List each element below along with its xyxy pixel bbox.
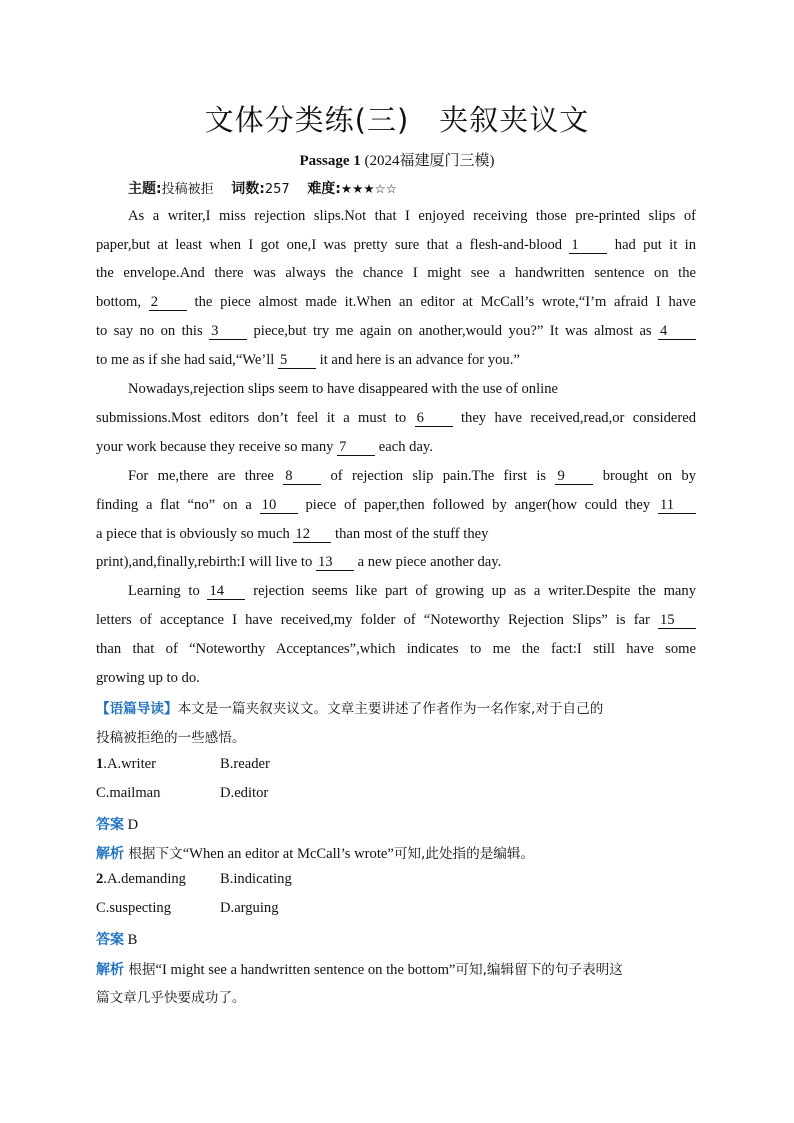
guide-label: 【语篇导读】 <box>96 701 178 717</box>
guide-text-2: 投稿被拒绝的一些感悟。 <box>96 730 246 746</box>
passage-line-1: As a writer,I miss rejection slips.Not that I enjoyed receiving those pre-printed slips of <box>128 208 696 224</box>
blank-6: 6 <box>415 411 453 427</box>
blank-2: 2 <box>149 295 187 311</box>
passage-line-13: print),and,finally,rebirth:I will live to 13 a new piece another day. <box>96 554 502 570</box>
difficulty-stars: ★★★☆☆ <box>340 181 397 196</box>
passage-line-16: than that of “Noteworthy Acceptances”,which indicates to me the fact:I still have some <box>96 641 696 657</box>
reading-guide-cont <box>96 726 246 746</box>
q2-option-a: 2.A.demanding <box>96 871 186 887</box>
passage-line-15: letters of acceptance I have received,my folder of “Noteworthy Rejection Slips” is far 15 <box>96 612 696 629</box>
q2-explanation-cont: 篇文章几乎快要成功了。 <box>96 990 246 1006</box>
blank-10: 10 <box>260 498 298 514</box>
passage-line-2: paper,but at least when I got one,I was pretty sure that a flesh-and-blood 1 had put it in <box>96 237 696 253</box>
blank-5: 5 <box>278 353 316 369</box>
blank-9: 9 <box>555 469 593 485</box>
blank-14: 14 <box>207 584 245 600</box>
passage-source: (2024福建厦门三模) <box>360 153 495 169</box>
passage-line-12: a piece that is obviously so much 12 than most of the stuff they <box>96 526 489 542</box>
topic-value: 投稿被拒 <box>161 182 214 197</box>
q1-option-a: 1.A.writer <box>96 756 156 772</box>
blank-8: 8 <box>283 469 321 485</box>
q2-option-c: C.suspecting <box>96 900 171 916</box>
topic-label: 主题: <box>128 181 162 197</box>
blank-15: 15 <box>658 613 696 629</box>
page-title: 文体分类练(三) 夹叙夹议文 <box>204 103 590 137</box>
passage-name: Passage 1 <box>299 153 361 169</box>
difficulty-label: 难度: <box>307 181 341 197</box>
q1-option-b: B.reader <box>220 756 270 772</box>
q2-option-d: D.arguing <box>220 900 279 916</box>
passage-line-10: For me,there are three 8 of rejection slip pain.The first is 9 brought on by <box>128 468 696 484</box>
passage-line-7: Nowadays,rejection slips seem to have disappeared with the use of online <box>128 381 558 397</box>
passage-line-17: growing up to do. <box>96 670 200 686</box>
passage-line-3: the envelope.And there was always the chance I might see a handwritten sentence on the <box>96 265 696 281</box>
passage-line-8: submissions.Most editors don’t feel it a must to 6 they have received,read,or considered <box>96 410 696 426</box>
blank-12: 12 <box>293 527 331 543</box>
passage-line-6: to me as if she had said,“We’ll 5 it and here is an advance for you.” <box>96 352 520 368</box>
words-label: 词数: <box>231 181 265 197</box>
passage-line-9: your work because they receive so many 7 each day. <box>96 439 433 455</box>
q2-answer: 答案 B <box>96 932 138 948</box>
q1-explanation: 解析 根据下文“When an editor at McCall’s wrote”可知,此处指的是编辑。 <box>96 846 535 862</box>
passage-line-11: finding a flat “no” on a 10 piece of paper,then followed by anger(how could they 11 <box>96 497 696 514</box>
q2-explanation: 解析 根据“I might see a handwritten sentence on the bottom”可知,编辑留下的句子表明这 <box>96 962 623 978</box>
passage-heading <box>0 149 794 170</box>
passage-line-14: Learning to 14 rejection seems like part of growing up as a writer.Despite the many <box>128 583 696 599</box>
blank-11: 11 <box>658 498 696 514</box>
blank-7: 7 <box>337 440 375 456</box>
blank-3: 3 <box>209 324 247 340</box>
passage-line-5: to say no on this 3 piece,but try me again on another,would you?” It was almost as 4 <box>96 323 696 340</box>
blank-4: 4 <box>658 324 696 340</box>
q1-option-c: C.mailman <box>96 785 161 801</box>
q1-option-d: D.editor <box>220 785 269 801</box>
passage-meta <box>128 178 397 198</box>
blank-13: 13 <box>316 555 354 571</box>
guide-text-1: 本文是一篇夹叙夹议文。文章主要讲述了作者作为一名作家,对于自己的 <box>177 701 604 717</box>
q1-answer: 答案 D <box>96 817 139 833</box>
blank-1: 1 <box>569 238 607 254</box>
passage-line-4: bottom, 2 the piece almost made it.When an editor at McCall’s wrote,“I’m afraid I have <box>96 294 696 310</box>
q2-option-b: B.indicating <box>220 871 292 887</box>
reading-guide <box>96 697 603 717</box>
words-value: 257 <box>264 182 290 197</box>
